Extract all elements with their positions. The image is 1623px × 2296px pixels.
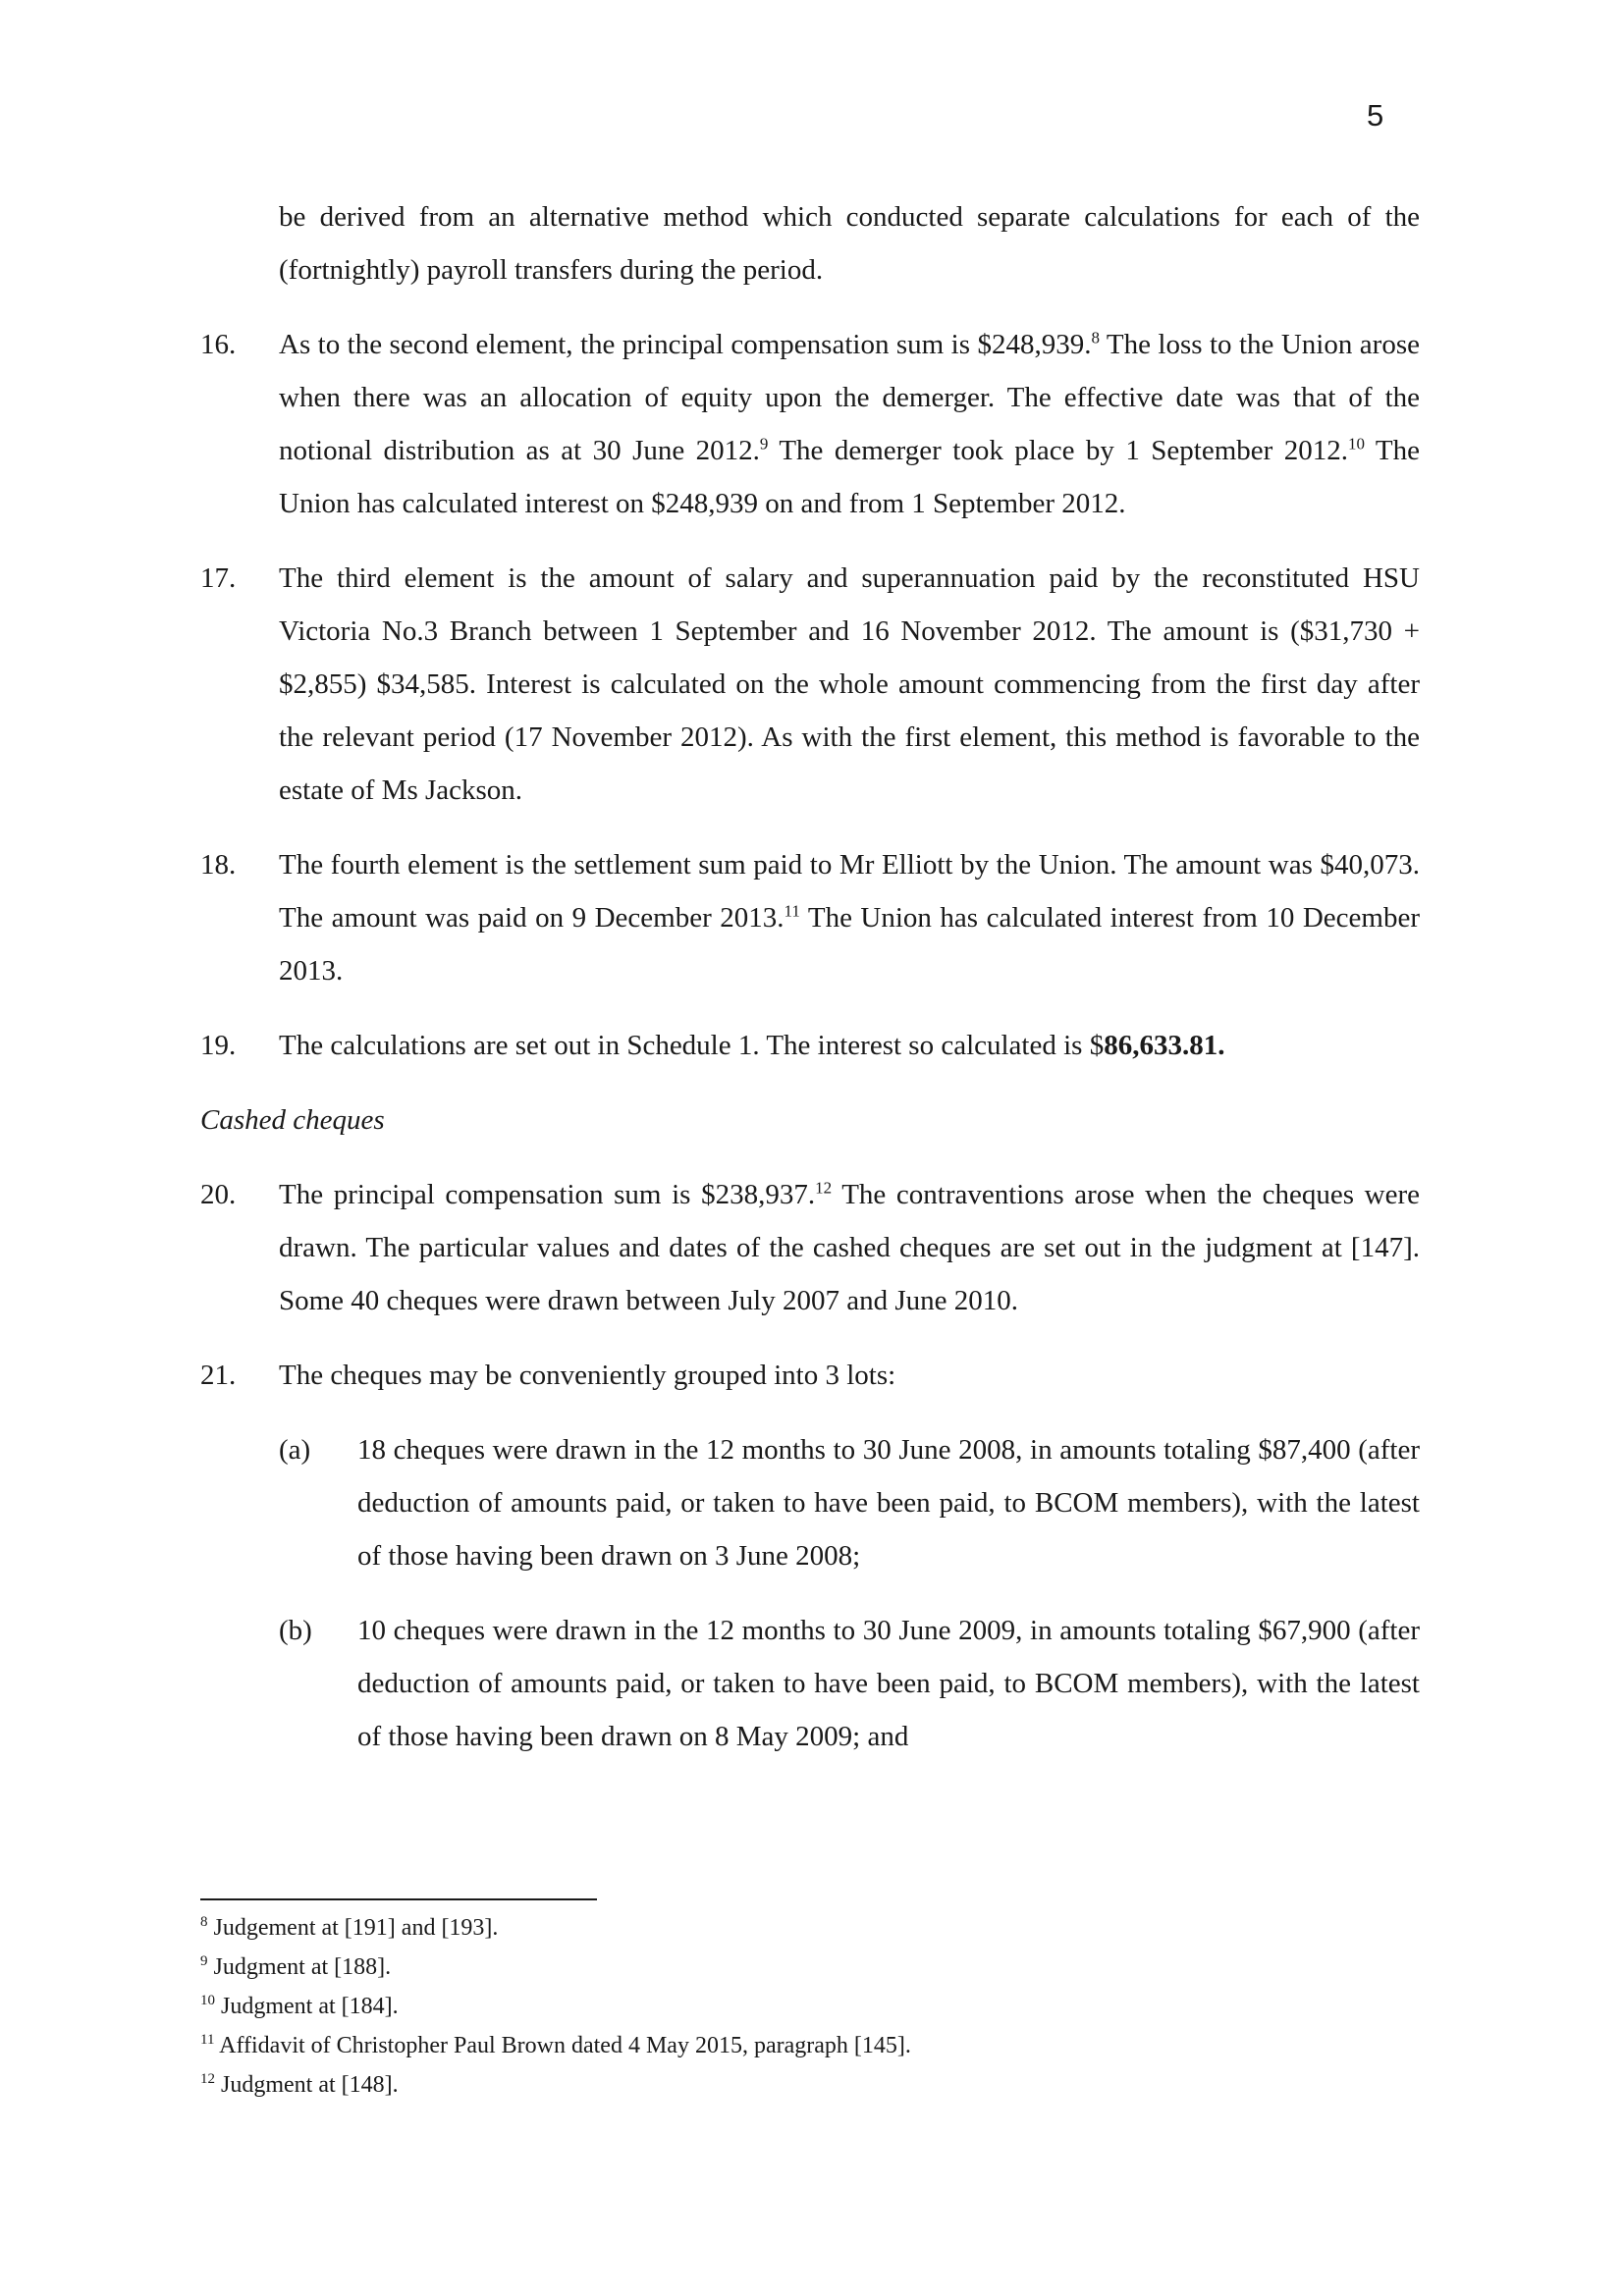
footnotes xyxy=(200,1908,1420,2105)
paragraph-number: 17. xyxy=(200,562,237,594)
sub-item-text: 18 cheques were drawn in the 12 months to 30 June 2008, in amounts totaling $87,400 (after deduction of amounts paid, or taken to have been paid, to BCOM members), with the latest of those having been drawn on 3 June 2008; xyxy=(357,1434,1420,1572)
paragraph-17 xyxy=(200,552,1420,817)
footnote-ref: 11 xyxy=(784,901,800,921)
footnote-text: Judgement at [191] and [193]. xyxy=(207,1915,499,1941)
paragraph-text: The third element is the amount of salary and superannuation paid by the reconstituted HSU Victoria No.3 Branch between 1 September and 16 November 2012. The amount is ($31,730 + $2,855) $34,585. Interest is calculated on the whole amount commencing from the first day after the relevant period (17 November 2012). As with the first element, this method is favorable to the estate of Ms Jackson. xyxy=(279,562,1420,806)
paragraph-18 xyxy=(200,838,1420,997)
footnote xyxy=(200,2026,1420,2065)
continuation-paragraph: be derived from an alternative method which conducted separate calculations for each of the (fortnightly) payroll transfers during the period. xyxy=(279,201,1420,286)
paragraph-text: The cheques may be conveniently grouped into 3 lots: xyxy=(279,1360,896,1391)
footnote-ref: 8 xyxy=(1091,328,1100,347)
footnote-number: 11 xyxy=(200,2032,215,2048)
page-number: 5 xyxy=(1367,98,1384,133)
paragraph-number: 19. xyxy=(200,1030,237,1061)
paragraph-text xyxy=(279,1019,1420,1072)
paragraph-19 xyxy=(200,1019,1420,1072)
footnote-ref: 9 xyxy=(759,434,769,454)
footnote-number: 8 xyxy=(200,1914,208,1930)
footnote-number: 12 xyxy=(200,2071,215,2087)
sub-item-b xyxy=(279,1604,1420,1763)
footnote xyxy=(200,1987,1420,2026)
paragraph-text xyxy=(279,838,1420,997)
footnote-text: Affidavit of Christopher Paul Brown dated 4 May 2015, paragraph [145]. xyxy=(214,2033,911,2058)
interest-total: 86,633.81. xyxy=(1104,1030,1225,1061)
text-run: The contraventions arose when the cheques were drawn. The particular values and dates of the cashed cheques are set out in the judgment at [147]. Some 40 cheques were drawn between July 2007 and June 2010. xyxy=(279,1179,1420,1316)
text-run: The loss to the Union arose when there was an allocation of equity upon the demerger. The effective date was that of the notional distribution as at 30 June 2012. xyxy=(279,329,1420,466)
sub-item-label: (a) xyxy=(279,1434,311,1466)
footnote-ref: 12 xyxy=(815,1178,833,1198)
footnote xyxy=(200,1948,1420,1987)
paragraph-number: 20. xyxy=(200,1179,237,1210)
paragraph-text xyxy=(279,318,1420,530)
text-run: The demerger took place by 1 September 2012. xyxy=(768,435,1348,466)
text-run: The fourth element is the settlement sum paid to Mr Elliott by the Union. The amount was $40,073. The amount was paid on 9 December 2013. xyxy=(279,849,1420,934)
paragraph-21 xyxy=(200,1349,1420,1402)
footnote-text: Judgment at [188]. xyxy=(207,1954,392,1980)
sub-item-text: 10 cheques were drawn in the 12 months to 30 June 2009, in amounts totaling $67,900 (after deduction of amounts paid, or taken to have been paid, to BCOM members), with the latest of those having been drawn on 8 May 2009; and xyxy=(357,1615,1420,1752)
footnote-divider xyxy=(200,1898,597,1900)
footnote-text: Judgment at [184]. xyxy=(215,1994,399,2019)
text-run: The Union has calculated interest on $248,939 on and from 1 September 2012. xyxy=(279,435,1420,519)
paragraph-16 xyxy=(200,318,1420,530)
text-run: The principal compensation sum is $238,937. xyxy=(279,1179,816,1210)
footnote-number: 9 xyxy=(200,1953,208,1969)
text-run: As to the second element, the principal compensation sum is $248,939. xyxy=(279,329,1092,360)
paragraph-number: 16. xyxy=(200,329,237,360)
document-body xyxy=(200,190,1420,1785)
footnote xyxy=(200,1908,1420,1948)
footnote-text: Judgment at [148]. xyxy=(215,2072,399,2098)
footnote-ref: 10 xyxy=(1347,434,1365,454)
sub-item-a xyxy=(279,1423,1420,1582)
text-run: The calculations are set out in Schedule 1. The interest so calculated is $ xyxy=(279,1030,1105,1061)
footnote-number: 10 xyxy=(200,1993,215,2008)
paragraph-number: 21. xyxy=(200,1360,237,1391)
section-heading: Cashed cheques xyxy=(200,1104,385,1136)
paragraph-text xyxy=(279,1168,1420,1327)
footnote xyxy=(200,2065,1420,2105)
sub-item-label: (b) xyxy=(279,1615,312,1646)
paragraph-number: 18. xyxy=(200,849,237,881)
paragraph-20 xyxy=(200,1168,1420,1327)
text-run: The Union has calculated interest from 10 December 2013. xyxy=(279,902,1420,987)
